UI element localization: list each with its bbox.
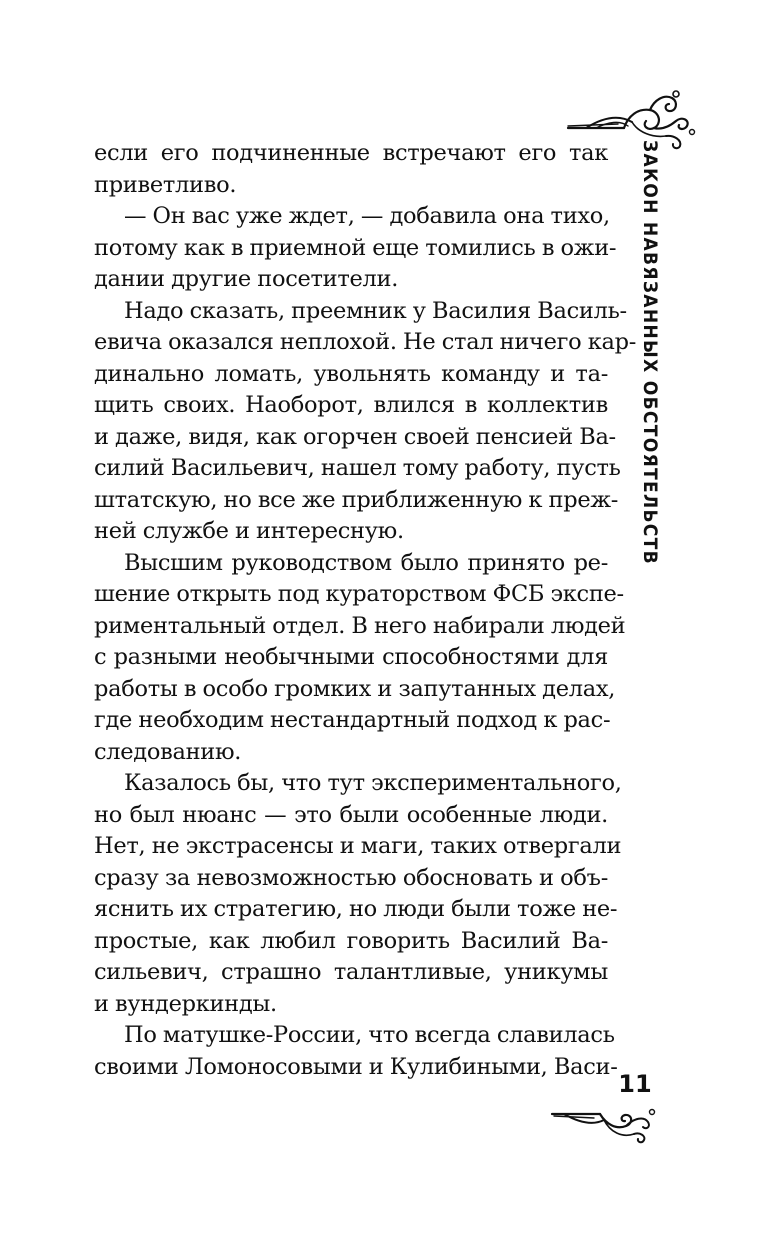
text-line: динально ломать, увольнять команду и та- [94,360,608,387]
text-line: яснить их стратегию, но люди были тоже не- [94,896,618,922]
text-line: работы в особо громких и запутанных делах, [94,675,616,702]
paragraph-5 [94,768,622,1020]
bottom-flourish-ornament-icon [550,1102,658,1144]
text-line: дании другие посетители. [94,266,399,292]
text-line: евича оказался неплохой. Не стал ничего кар- [94,329,637,355]
text-line: если его подчиненные встречают его так [94,140,608,166]
text-line: но был нюанс — это были особенные люди. [94,801,608,828]
text-line: риментальный отдел. В него набирали людей [94,612,626,639]
text-line: По матушке-России, что всегда славилась [124,1022,615,1048]
text-line: Казалось бы, что тут экспериментального, [124,770,622,796]
text-line: потому как в приемной еще томились в ожи- [94,234,617,261]
text-line: ней службе и интересную. [94,518,404,544]
text-line: и вундеркинды. [94,990,277,1017]
text-line: сильевич, страшно талантливые, уникумы [94,959,608,985]
text-line: Высшим руководством было принято ре- [124,549,608,576]
text-line: сразу за невозможностью обосновать и объ- [94,864,608,891]
paragraph-6 [94,1020,618,1083]
paragraph-3 [94,296,637,548]
text-line: приветливо. [94,171,237,198]
paragraph-2 [94,201,617,296]
text-line: щить своих. Наоборот, влился в коллектив [94,392,608,418]
text-line: штатскую, но все же приближенную к преж- [94,486,619,513]
text-line: с разными необычными способностями для [94,644,608,670]
running-head-text: ЗАКОН НАВЯЗАННЫХ ОБСТОЯТЕЛЬСТВ [639,140,661,565]
text-line: силий Васильевич, нашел тому работу, пусть [94,455,621,481]
paragraph-1 [94,138,608,201]
paragraph-4 [94,548,626,769]
text-line: где необходим нестандартный подход к рас- [94,707,611,733]
text-line: и даже, видя, как огорчен своей пенсией Ва- [94,423,616,450]
page-number: 11 [618,1070,652,1098]
text-line: шение открыть под кураторством ФСБ экспе- [94,581,624,607]
text-line: — Он вас уже ждет, — добавила она тихо, [124,203,610,229]
body-text [94,138,637,1083]
text-line: Нет, не экстрасенсы и маги, таких отвергали [94,833,622,859]
text-line: Надо сказать, преемник у Василия Василь- [124,297,627,324]
text-line: простые, как любил говорить Василий Ва- [94,927,608,954]
text-line: следованию. [94,738,242,765]
text-line: своими Ломоносовыми и Кулибиными, Васи- [94,1053,618,1080]
